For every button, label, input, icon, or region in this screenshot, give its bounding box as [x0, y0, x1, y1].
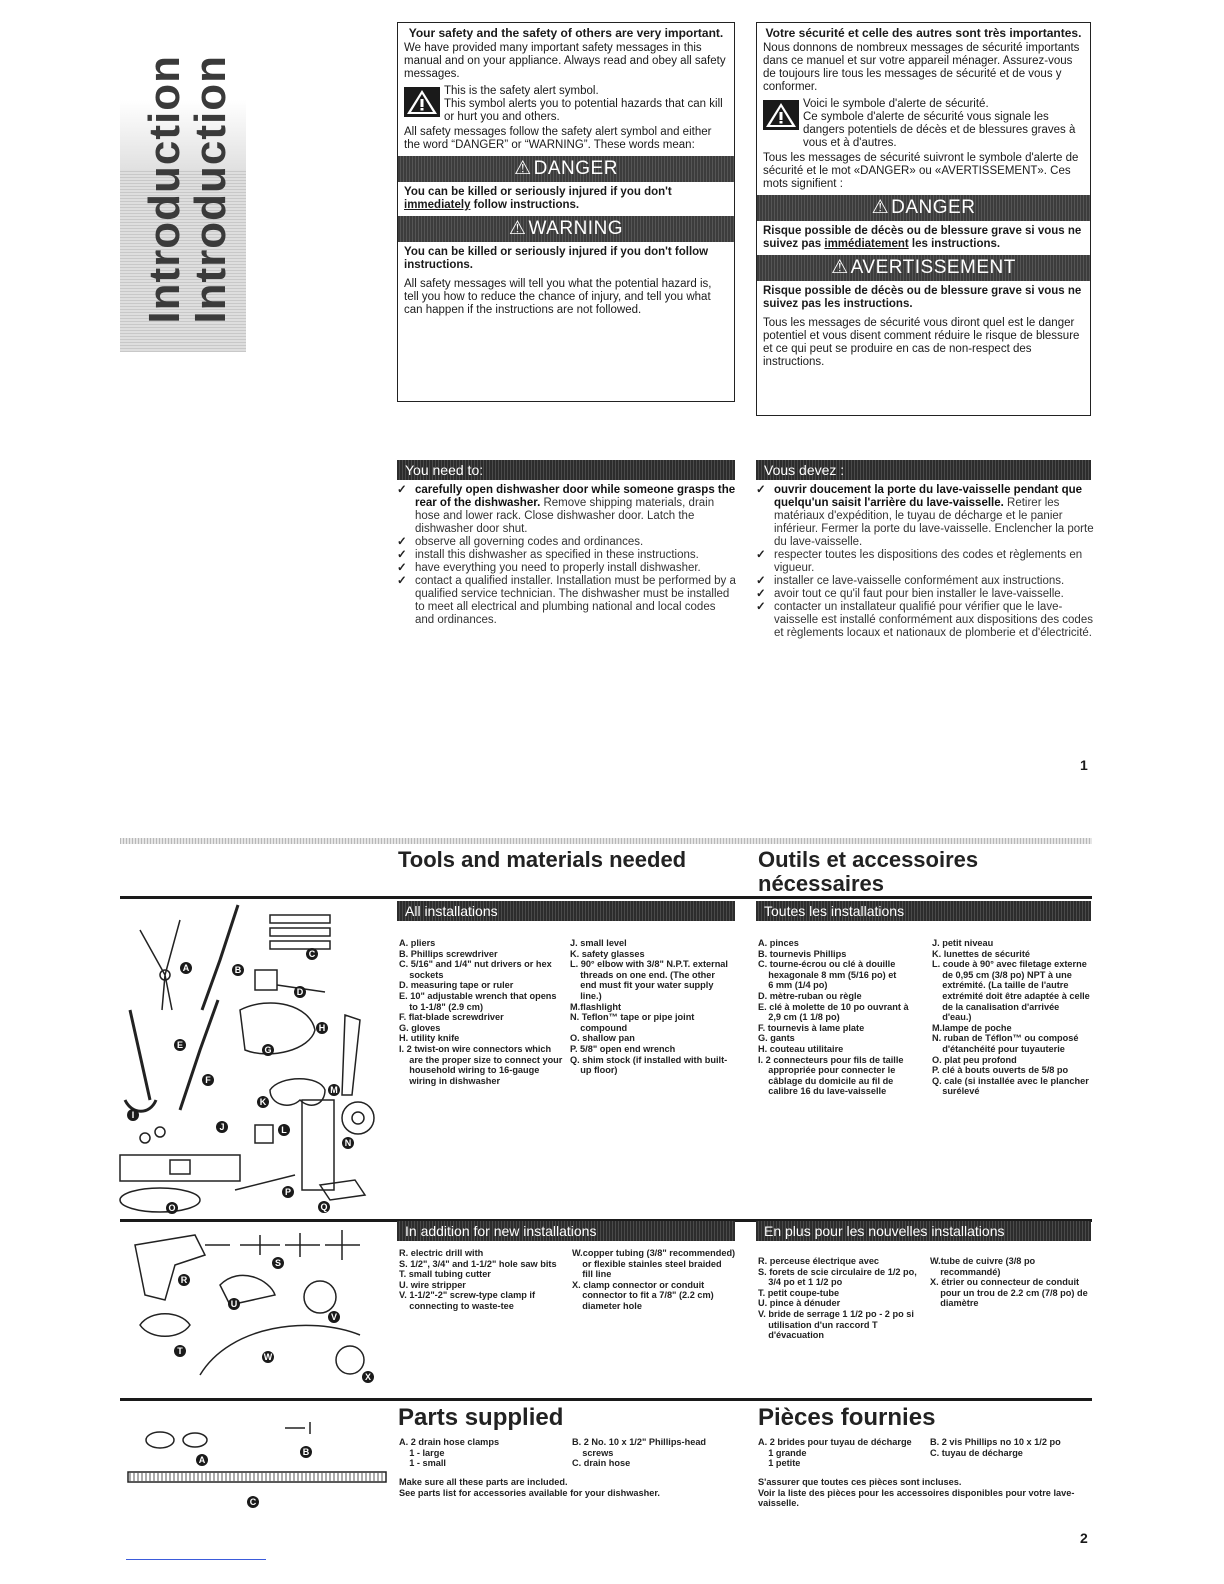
list-item: Q. shim stock (if installed with built- — [570, 1054, 728, 1065]
svg-text:F: F — [205, 1075, 211, 1085]
safety-closing: Tous les messages de sécurité vous diront quel est le danger potentiel et vous disent comment réduire le risque de blessure et ce qui peut se produire en cas de non-respect des instructions. — [763, 317, 1080, 368]
list-item: D. mètre-ruban ou règle — [758, 990, 862, 1001]
list-item: C. 5/16" and 1/4" nut drivers or hex — [399, 959, 552, 970]
danger-text-pre: Risque possible de décès ou de blessure grave si vous ne suivez pas — [763, 225, 1082, 250]
svg-text:D: D — [296, 987, 304, 997]
alert-line-2: This symbol alerts you to potential hazards that can kill or hurt you and others. — [444, 98, 723, 123]
callout-q — [318, 1201, 330, 1213]
list-item: threads on one end. (The other — [570, 969, 715, 980]
list-item: câblage du domicile au fil de — [758, 1075, 894, 1086]
safety-follow: Tous les messages de sécurité suivront le symbole d'alerte de sécurité et le mot «DANGER» ou «AVERTISSEMENT». Ces mots signifient : — [763, 152, 1079, 190]
callout-c — [306, 948, 318, 960]
list-item: de 0,95 cm (3/8 po) NPT à une — [932, 969, 1072, 980]
list-item: C. drain hose — [572, 1458, 631, 1469]
callout-p — [282, 1186, 294, 1198]
list-item: S. forets de scie circulaire de 1/2 po, — [758, 1266, 917, 1277]
list-item: connector to fit a 7/8" (2.2 cm) — [572, 1290, 714, 1301]
checklist-item — [756, 484, 1094, 549]
list-item: extrémité doit être adaptée à celle — [932, 990, 1090, 1001]
list-item: 2,9 cm (1 1/8 po) — [758, 1012, 840, 1023]
list-item: A. pliers — [399, 938, 436, 948]
parts-note-line: See parts list for accessories available for your dishwasher. — [399, 1487, 660, 1498]
list-item: X. étrier ou connecteur de conduit — [930, 1277, 1080, 1288]
svg-text:H: H — [318, 1023, 326, 1033]
safety-alert-icon — [404, 87, 440, 117]
svg-text:S: S — [274, 1258, 282, 1268]
list-item: R. electric drill with — [399, 1248, 484, 1258]
list-item: T. small tubing cutter — [399, 1269, 491, 1280]
all-en-list-col1 — [399, 938, 569, 1086]
svg-text:U: U — [230, 1299, 238, 1309]
safety-alert-icon — [763, 100, 799, 130]
list-item: G. gloves — [399, 1022, 441, 1033]
list-item: B. tournevis Phillips — [758, 948, 847, 959]
safety-intro: We have provided many important safety messages in this manual and on your appliance. Always read and obey all safety messages. — [404, 42, 726, 80]
parts-note-line: Make sure all these parts are included. — [399, 1477, 568, 1487]
list-item: R. perceuse électrique avec — [758, 1256, 880, 1266]
checkmark-icon: ✓ — [756, 549, 766, 561]
svg-text:G: G — [264, 1045, 272, 1055]
callout-u — [228, 1298, 240, 1310]
list-item: J. petit niveau — [932, 938, 994, 948]
callout-i — [127, 1109, 139, 1121]
callout-x — [362, 1371, 374, 1383]
list-item: N. Teflon™ tape or pipe joint — [570, 1012, 695, 1023]
list-item: d'eau.) — [932, 1012, 972, 1023]
tools-title-fr-2: nécessaires — [758, 871, 884, 896]
danger-text — [763, 225, 1084, 251]
section-rule — [120, 896, 1092, 899]
new-installations-header: In addition for new installations — [397, 1221, 735, 1241]
you-need-to-list — [397, 484, 737, 627]
warning-text: You can be killed or seriously injured if you don't follow instructions. — [404, 246, 709, 271]
list-item: P. clé à bouts ouverts de 5/8 po — [932, 1065, 1069, 1076]
callout-f — [202, 1074, 214, 1086]
list-item: d'étanchéité pour tuyauterie — [932, 1043, 1065, 1054]
safety-box-fr — [756, 22, 1091, 416]
list-item: F. tournevis à lame plate — [758, 1022, 865, 1033]
checkmark-icon: ✓ — [397, 484, 407, 496]
warning-banner — [757, 255, 1090, 281]
svg-text:O: O — [168, 1203, 176, 1213]
list-item: L. coude à 90° avec filetage externe — [932, 959, 1087, 970]
list-item: O. plat peu profond — [932, 1054, 1017, 1065]
list-item: d'évacuation — [758, 1330, 825, 1341]
svg-text:P: P — [284, 1187, 292, 1197]
callout-b — [232, 964, 244, 976]
list-item: C. tuyau de décharge — [930, 1447, 1023, 1458]
alert-line-1: This is the safety alert symbol. — [444, 85, 599, 97]
list-item: X. clamp connector or conduit — [572, 1279, 705, 1290]
safety-follow: All safety messages follow the safety alert symbol and either the word “DANGER” or “WARNING”. These words mean: — [404, 126, 712, 151]
tools-title-en: Tools and materials needed — [398, 847, 687, 872]
warning-triangle-icon: ⚠ — [508, 218, 527, 239]
section-title-en: Introduction — [140, 55, 189, 324]
tools-illustration — [120, 900, 380, 1220]
list-item: B. 2 No. 10 x 1/2" Phillips-head — [572, 1437, 707, 1447]
svg-text:V: V — [330, 1312, 338, 1322]
callout-w — [262, 1351, 274, 1363]
parts-title-fr: Pièces fournies — [758, 1404, 936, 1431]
danger-label: DANGER — [533, 158, 618, 179]
parts-en-list-col1 — [399, 1437, 569, 1469]
parts-note-fr — [758, 1477, 1088, 1509]
list-item: compound — [570, 1022, 628, 1033]
svg-text:C: C — [249, 1497, 257, 1507]
list-item: H. utility knife — [399, 1033, 460, 1044]
list-item: household wiring to 16-gauge — [399, 1065, 540, 1076]
checkmark-icon: ✓ — [756, 575, 766, 587]
callout-m — [328, 1084, 340, 1096]
list-item: 6 mm (1/4 po) — [758, 980, 828, 991]
new-fr-list-col2 — [930, 1256, 1092, 1309]
list-item: calibre 16 du lave-vaisselle — [758, 1086, 887, 1097]
warning-triangle-icon: ⚠ — [831, 257, 849, 278]
checklist-item-text: installer ce lave-vaisselle conformément aux instructions. — [774, 575, 1065, 587]
list-item: 3/4 po et 1 1/2 po — [758, 1277, 843, 1288]
all-installations-header: All installations — [397, 901, 735, 921]
list-item: recommandé) — [930, 1266, 1001, 1277]
checklist-item — [397, 536, 737, 549]
list-item: are the proper size to connect your — [399, 1054, 563, 1065]
callout-g — [262, 1044, 274, 1056]
list-item: utilisation d'un raccord T — [758, 1319, 878, 1330]
new-fr-list-col1 — [758, 1256, 928, 1341]
list-item: up floor) — [570, 1065, 618, 1076]
svg-text:J: J — [219, 1122, 225, 1132]
callout-o — [166, 1202, 178, 1214]
svg-text:A: A — [182, 963, 190, 973]
list-item: surélevé — [932, 1086, 980, 1097]
list-item: M.flashlight — [570, 1001, 622, 1012]
callout-k — [257, 1096, 269, 1108]
parts-title-en: Parts supplied — [398, 1404, 564, 1431]
list-item: V. 1-1/2"-2" screw-type clamp if — [399, 1290, 536, 1301]
danger-text-pre: You can be killed or seriously injured if you don't — [404, 186, 672, 198]
warning-banner — [398, 216, 734, 242]
checklist-item-text: Retirer les matériaux d'expédition, le tuyau de décharge et le panier inférieur. Fermer la porte du lave-vaisselle. Enclencher la porte du lave-vaisselle. — [774, 497, 1094, 548]
parts-fr-list-col1 — [758, 1437, 928, 1469]
list-item: C. tourne-écrou ou clé à douille — [758, 959, 896, 970]
list-item: U. pince à dénuder — [758, 1298, 841, 1309]
all-fr-list-col1 — [758, 938, 930, 1097]
svg-text:E: E — [176, 1040, 184, 1050]
svg-text:T: T — [177, 1346, 183, 1356]
svg-text:I: I — [131, 1110, 135, 1120]
svg-text:X: X — [364, 1372, 372, 1382]
list-item: diameter hole — [572, 1300, 642, 1311]
checklist-item-text: contacter un installateur qualifié pour vérifier que le lave-vaisselle est installé conformément aux dispositions des codes et règlements locaux et nationaux de plomberie et d'électricité. — [774, 601, 1093, 639]
svg-text:K: K — [259, 1097, 267, 1107]
checklist-item-emphasis: carefully open dishwasher door while someone grasps the rear of the dishwasher. — [415, 484, 736, 509]
list-item: K. safety glasses — [570, 948, 645, 959]
checklist-item-text: have everything you need to properly install dishwasher. — [415, 562, 701, 574]
list-item: wiring in dishwasher — [399, 1075, 501, 1086]
list-item: H. couteau utilitaire — [758, 1043, 844, 1054]
list-item: L. 90° elbow with 3/8" N.P.T. external — [570, 959, 728, 970]
you-need-to-header: You need to: — [397, 460, 735, 480]
checklist-item-text: install this dishwasher as specified in these instructions. — [415, 549, 699, 561]
list-item: diamètre — [930, 1298, 979, 1309]
nouvelles-installations-header: En plus pour les nouvelles installations — [756, 1221, 1091, 1241]
list-item: V. bride de serrage 1 1/2 po - 2 po si — [758, 1308, 914, 1319]
svg-text:R: R — [180, 1275, 188, 1285]
checklist-item-text: observe all governing codes and ordinances. — [415, 536, 644, 548]
svg-text:M: M — [330, 1085, 338, 1095]
list-item: end must fit your water supply — [570, 980, 714, 991]
callout-c — [247, 1496, 259, 1508]
list-item: 1 - small — [399, 1458, 446, 1469]
svg-text:C: C — [308, 949, 316, 959]
list-item: extrémité. (La taille de l'autre — [932, 980, 1069, 991]
svg-text:L: L — [281, 1125, 287, 1135]
danger-banner — [757, 195, 1090, 221]
page-divider — [120, 838, 1092, 844]
callout-h — [316, 1022, 328, 1034]
checkmark-icon: ✓ — [397, 536, 407, 548]
list-item: A. pinces — [758, 938, 799, 948]
all-en-list-col2 — [570, 938, 740, 1076]
list-item: M.lampe de poche — [932, 1022, 1012, 1033]
tools-title-fr-1: Outils et accessoires — [758, 847, 979, 872]
list-item: fill line — [572, 1269, 612, 1280]
list-item: E. clé à molette de 10 po ouvrant à — [758, 1001, 909, 1012]
svg-text:B: B — [302, 1447, 310, 1457]
warning-label: AVERTISSEMENT — [850, 257, 1016, 278]
list-item: 1 grande — [758, 1447, 807, 1458]
list-item: G. gants — [758, 1033, 795, 1044]
toutes-installations-header: Toutes les installations — [756, 901, 1091, 921]
checklist-item-text: avoir tout ce qu'il faut pour bien installer le lave-vaisselle. — [774, 588, 1064, 600]
checklist-item — [756, 575, 1094, 588]
danger-banner — [398, 156, 734, 182]
parts-fr-list-col2 — [930, 1437, 1092, 1458]
list-item: A. 2 brides pour tuyau de décharge — [758, 1437, 912, 1447]
callout-b — [300, 1446, 312, 1458]
list-item: U. wire stripper — [399, 1279, 466, 1290]
svg-text:W: W — [263, 1352, 273, 1362]
alert-line-2: Ce symbole d'alerte de sécurité vous signale les dangers potentiels de décès et de blessures graves à vous et à d'autres. — [803, 111, 1076, 149]
checklist-item-text: respecter toutes les dispositions des codes et règlements en vigueur. — [774, 549, 1083, 574]
list-item: appropriée pour connecter le — [758, 1065, 896, 1076]
callout-l — [278, 1124, 290, 1136]
checkmark-icon: ✓ — [397, 575, 407, 587]
section-title-fr: Introduction — [186, 55, 235, 324]
checklist-item — [397, 575, 737, 627]
list-item: pour un trou de 2.2 cm (7/8 po) de — [930, 1287, 1088, 1298]
callout-a — [180, 962, 192, 974]
warning-triangle-icon: ⚠ — [514, 158, 532, 179]
list-item: F. flat-blade screwdriver — [399, 1012, 504, 1023]
checklist-item-text: contact a qualified installer. Installation must be performed by a qualified service technician. The dishwasher must be installed to meet all electrical and plumbing national and local codes and ordinances. — [415, 575, 736, 626]
list-item: to 1-1/8" (2.9 cm) — [399, 1001, 484, 1012]
svg-text:Q: Q — [320, 1202, 328, 1212]
danger-text-post: follow instructions. — [470, 199, 580, 211]
list-item: de la canalisation d'arrivée — [932, 1001, 1060, 1012]
page-number: 1 — [1080, 757, 1088, 773]
list-item: A. 2 drain hose clamps — [399, 1437, 500, 1447]
callout-d — [294, 986, 306, 998]
checklist-item — [756, 601, 1094, 640]
callout-e — [174, 1039, 186, 1051]
list-item: J. small level — [570, 938, 627, 948]
checklist-item — [756, 549, 1094, 575]
callout-v — [328, 1311, 340, 1323]
all-fr-list-col2 — [932, 938, 1094, 1097]
safety-alert-symbol-row — [404, 85, 728, 124]
parts-illustration — [120, 1400, 390, 1507]
checkmark-icon: ✓ — [397, 549, 407, 561]
checkmark-icon: ✓ — [756, 484, 766, 496]
danger-text-emph: immédiatement — [824, 238, 909, 250]
checkmark-icon: ✓ — [756, 588, 766, 600]
list-item: screws — [572, 1447, 614, 1458]
vous-devez-header: Vous devez : — [756, 460, 1091, 480]
svg-text:N: N — [344, 1138, 352, 1148]
callout-t — [174, 1345, 186, 1357]
alert-line-1: Voici le symbole d'alerte de sécurité. — [803, 98, 989, 110]
safety-intro: Nous donnons de nombreux messages de sécurité importants dans ce manuel et sur votre appareil ménager. Assurez-vous de toujours lire tous les messages de sécurité et de vous y conformer. — [763, 42, 1080, 93]
list-item: B. Phillips screwdriver — [399, 948, 498, 959]
checklist-item — [397, 549, 737, 562]
list-item: line.) — [570, 990, 602, 1001]
checklist-item — [397, 562, 737, 575]
list-item: P. 5/8" open end wrench — [570, 1043, 676, 1054]
parts-note-line: S'assurer que toutes ces pièces sont incluses. — [758, 1477, 962, 1487]
new-tools-illustration — [120, 1225, 380, 1395]
list-item: connecting to waste-tee — [399, 1300, 514, 1311]
svg-text:A: A — [198, 1455, 206, 1465]
callout-j — [216, 1121, 228, 1133]
footer-rule — [126, 1559, 266, 1560]
list-item: 1 - large — [399, 1447, 445, 1458]
checklist-item — [397, 484, 737, 536]
safety-alert-symbol-row — [763, 98, 1084, 150]
safety-box-en — [397, 22, 735, 402]
list-item: W.copper tubing (3/8" recommended) — [572, 1248, 736, 1258]
warning-label: WARNING — [528, 218, 624, 239]
warning-triangle-icon: ⚠ — [871, 197, 890, 218]
safety-closing: All safety messages will tell you what the potential hazard is, tell you how to reduce the chance of injury, and tell you what can happen if the instructions are not followed. — [404, 278, 712, 316]
checklist-item-text: Remove shipping materials, drain hose and lower rack. Close dishwasher door. Latch the dishwasher door shut. — [415, 497, 715, 535]
list-item: B. 2 vis Phillips no 10 x 1/2 po — [930, 1437, 1061, 1447]
list-item: N. ruban de Téflon™ ou composé — [932, 1033, 1079, 1044]
list-item: I. 2 twist-on wire connectors which — [399, 1043, 552, 1054]
checkmark-icon: ✓ — [397, 562, 407, 574]
callout-r — [178, 1274, 190, 1286]
vous-devez-list — [756, 484, 1094, 640]
list-item: T. petit coupe-tube — [758, 1287, 840, 1298]
list-item: or flexible stainles steel braided — [572, 1258, 722, 1269]
safety-header: Votre sécurité et celle des autres sont très importantes. — [765, 26, 1082, 40]
parts-note-en — [399, 1477, 739, 1498]
list-item: I. 2 connecteurs pour fils de taille — [758, 1054, 904, 1065]
danger-text-emph: immediately — [404, 199, 471, 211]
checklist-item — [756, 588, 1094, 601]
list-item: E. 10" adjustable wrench that opens — [399, 990, 557, 1001]
list-item: S. 1/2", 3/4" and 1-1/2" hole saw bits — [399, 1258, 557, 1269]
checkmark-icon: ✓ — [756, 601, 766, 613]
checklist-item-emphasis: ouvrir doucement la porte du lave-vaisselle pendant que quelqu'un saisit l'arrière du lave-vaisselle. — [774, 484, 1083, 509]
new-en-list-col2 — [572, 1248, 742, 1312]
svg-text:B: B — [234, 965, 242, 975]
list-item: Q. cale (si installée avec le plancher — [932, 1075, 1089, 1086]
list-item: 1 petite — [758, 1458, 801, 1469]
danger-text-post: les instructions. — [908, 238, 1001, 250]
page-number: 2 — [1080, 1530, 1088, 1546]
callout-s — [272, 1257, 284, 1269]
new-en-list-col1 — [399, 1248, 569, 1312]
list-item: W.tube de cuivre (3/8 po — [930, 1256, 1036, 1266]
parts-note-line: Voir la liste des pièces pour les accessoires disponibles pour votre lave-vaisselle. — [758, 1487, 1075, 1509]
list-item: hexagonale 8 mm (5/16 po) et — [758, 969, 897, 980]
danger-label: DANGER — [891, 197, 976, 218]
danger-text — [404, 186, 728, 212]
callout-n — [342, 1137, 354, 1149]
callout-a — [196, 1454, 208, 1466]
warning-text: Risque possible de décès ou de blessure grave si vous ne suivez pas les instructions. — [763, 285, 1082, 310]
parts-en-list-col2 — [572, 1437, 742, 1469]
list-item: O. shallow pan — [570, 1033, 635, 1044]
list-item: K. lunettes de sécurité — [932, 948, 1031, 959]
list-item: sockets — [399, 969, 444, 980]
safety-header: Your safety and the safety of others are very important. — [408, 26, 724, 40]
list-item: D. measuring tape or ruler — [399, 980, 514, 991]
